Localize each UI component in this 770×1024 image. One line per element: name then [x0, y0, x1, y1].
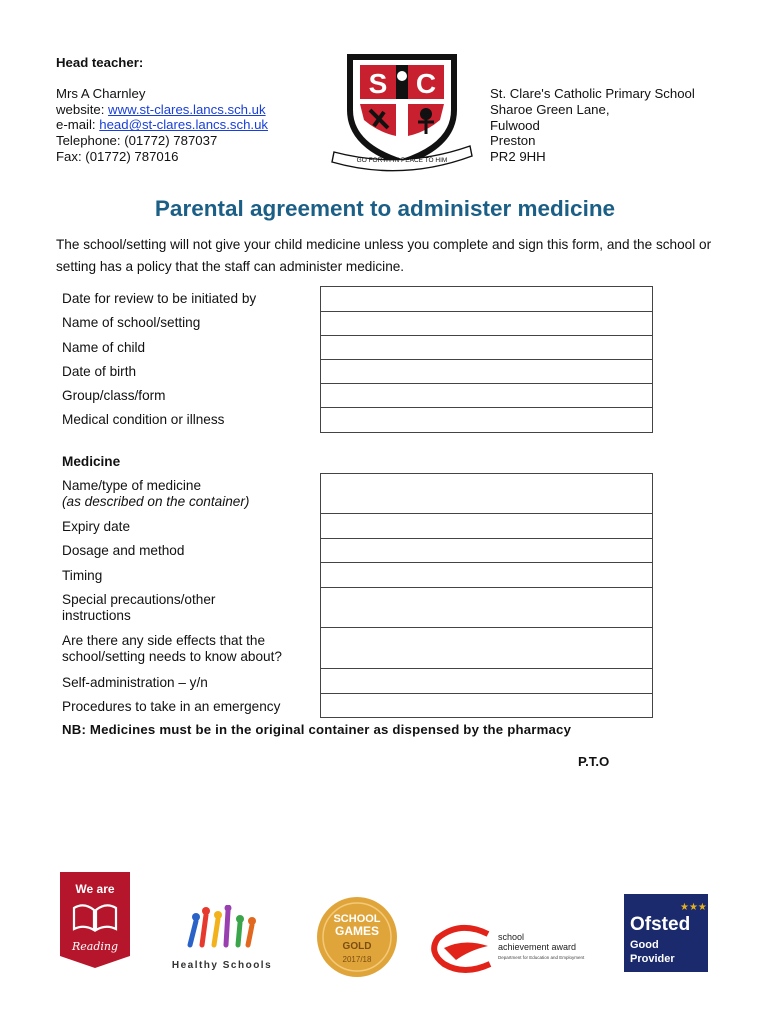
- ofsted-stars-icon: ★★★: [680, 902, 707, 913]
- medical-condition-input[interactable]: [320, 407, 653, 433]
- crest-letter-c: C: [415, 68, 437, 99]
- svg-text:2017/18: 2017/18: [342, 955, 372, 964]
- field-label-child-name: Name of child: [62, 340, 146, 355]
- svg-text:Department for Education and E: Department for Education and Employment: [498, 955, 585, 960]
- crest-motto: GO FORTH IN PEACE TO HIM: [356, 157, 448, 164]
- school-address: [490, 86, 695, 165]
- field-label-medicine-name: Name/type of medicine (as described on the container): [62, 478, 250, 509]
- field-label-timing: Timing: [62, 568, 103, 583]
- we-are-reading-logo: [60, 872, 130, 968]
- date-of-birth-input[interactable]: [320, 359, 653, 383]
- page-title: Parental agreement to administer medicine: [154, 196, 616, 221]
- crest-letter-s: S: [368, 68, 388, 99]
- svg-text:GOLD: GOLD: [342, 941, 372, 952]
- school-name-input[interactable]: [320, 311, 653, 335]
- field-label-review-date: Date for review to be initiated by: [62, 291, 257, 306]
- address-line: Fulwood: [490, 117, 540, 133]
- school-crest-logo: [322, 48, 482, 178]
- head-teacher-name: Mrs A Charnley: [56, 85, 146, 101]
- school-games-gold-logo: [316, 896, 398, 978]
- self-administration-input[interactable]: [320, 668, 653, 693]
- expiry-date-input[interactable]: [320, 513, 653, 538]
- precautions-input[interactable]: [320, 587, 653, 627]
- pharmacy-note: NB: Medicines must be in the original container as dispensed by the pharmacy: [62, 722, 572, 737]
- address-line: Preston: [490, 133, 536, 149]
- field-label-medical-condition: Medical condition or illness: [62, 412, 225, 427]
- field-label-side-effects: Are there any side effects that the school/setting needs to know about?: [62, 633, 282, 664]
- website-line: website: www.st-clares.lancs.sch.uk: [56, 101, 266, 117]
- reading-logo-line2: Reading: [71, 940, 119, 953]
- svg-text:SCHOOL: SCHOOL: [333, 913, 381, 925]
- field-label-dosage: Dosage and method: [62, 543, 185, 558]
- svg-text:achievement award: achievement award: [498, 942, 577, 952]
- svg-text:Provider: Provider: [630, 953, 675, 965]
- intro-text: The school/setting will not give your child medicine unless you complete and sign this form, and the school or setting has a policy that the staff can administer medicine.: [56, 237, 712, 274]
- svg-text:Good: Good: [630, 939, 659, 951]
- group-class-input[interactable]: [320, 383, 653, 407]
- svg-text:GAMES: GAMES: [334, 924, 380, 938]
- healthy-schools-text: Healthy Schools: [171, 960, 273, 971]
- medicine-heading: Medicine: [62, 454, 121, 469]
- email-link[interactable]: head@st-clares.lancs.sch.uk: [99, 117, 269, 133]
- address-line: Sharoe Green Lane,: [490, 101, 610, 117]
- dosage-input[interactable]: [320, 538, 653, 562]
- field-label-precautions: Special precautions/other instructions: [62, 592, 216, 623]
- fax: Fax: (01772) 787016: [56, 148, 179, 164]
- field-label-self-administration: Self-administration – y/n: [62, 675, 208, 690]
- emergency-procedures-input[interactable]: [320, 693, 653, 718]
- ofsted-good-provider-logo: [624, 894, 708, 972]
- timing-input[interactable]: [320, 562, 653, 587]
- email-line: e-mail: head@st-clares.lancs.sch.uk: [56, 117, 269, 133]
- address-line: PR2 9HH: [490, 149, 546, 165]
- please-turn-over: P.T.O: [578, 754, 610, 769]
- healthy-schools-logo: [162, 905, 282, 975]
- address-line: St. Clare's Catholic Primary School: [490, 86, 695, 101]
- website-link[interactable]: www.st-clares.lancs.sch.uk: [108, 101, 266, 117]
- field-label-date-of-birth: Date of birth: [62, 364, 137, 379]
- head-teacher-label: Head teacher:: [56, 55, 144, 70]
- head-teacher-block: [56, 55, 268, 165]
- telephone: Telephone: (01772) 787037: [56, 133, 218, 149]
- svg-text:Ofsted: Ofsted: [630, 914, 691, 935]
- field-label-expiry-date: Expiry date: [62, 519, 131, 534]
- field-label-school-name: Name of school/setting: [62, 315, 201, 330]
- side-effects-input[interactable]: [320, 627, 653, 668]
- child-name-input[interactable]: [320, 335, 653, 359]
- field-label-emergency-procedures: Procedures to take in an emergency: [62, 699, 281, 714]
- medicine-name-input[interactable]: [320, 473, 653, 513]
- review-date-input[interactable]: [320, 286, 653, 311]
- svg-text:school: school: [498, 932, 525, 942]
- field-label-group-class: Group/class/form: [62, 388, 166, 403]
- school-achievement-award-logo: [430, 918, 600, 976]
- reading-logo-line1: We are: [75, 882, 115, 896]
